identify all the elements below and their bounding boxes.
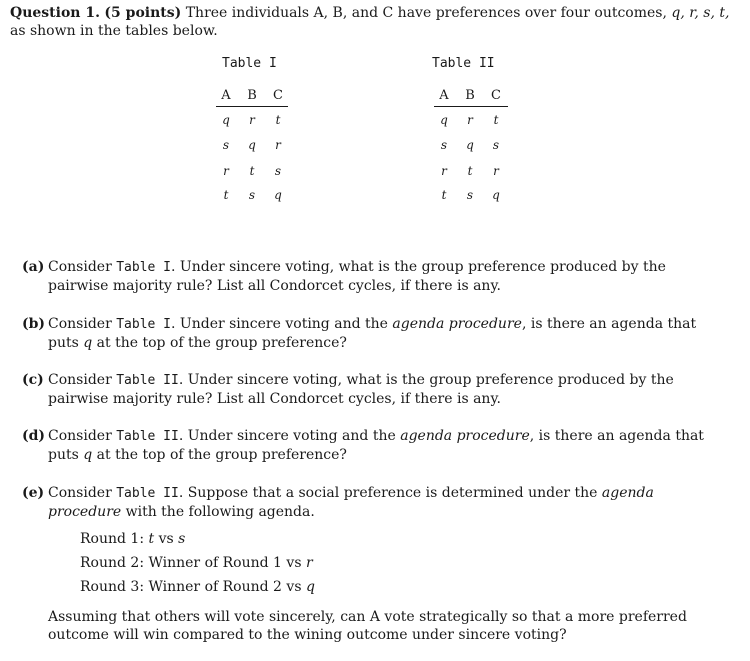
round-1-vs: vs <box>158 531 174 547</box>
part-e-mid: . Suppose that a social preference is determined under the <box>178 485 598 501</box>
table-cell: q <box>440 113 448 127</box>
table-cell: t <box>493 113 499 127</box>
part-b-var: q <box>83 335 93 351</box>
part-a-pre: Consider <box>48 259 112 275</box>
part-a-text <box>48 258 718 295</box>
part-d-emph: agenda procedure <box>400 428 530 444</box>
table-row <box>431 164 509 178</box>
question-text-b: as shown in the tables below. <box>10 23 218 39</box>
table-row <box>431 138 509 152</box>
part-b-text <box>48 315 718 352</box>
table-cell: s <box>492 138 500 152</box>
table-2-header-c: C <box>491 88 501 103</box>
part-d-var: q <box>83 447 93 463</box>
table-2-rule <box>434 106 508 107</box>
part-e-closing-text: Assuming that others will vote sincerely, can A vote strategically so that a more preferred outcome will win compared to the wining outcome under sincere voting? <box>48 609 687 643</box>
part-c-table-ref: Table II <box>116 373 179 388</box>
part-e-emph: agenda procedure <box>48 485 654 520</box>
part-e-post: with the following agenda. <box>125 504 315 520</box>
part-a-label: (a) <box>22 259 45 275</box>
part-b-post-a: , is there an agenda that puts <box>48 316 697 351</box>
round-3 <box>80 578 315 596</box>
part-c-pre: Consider <box>48 372 112 388</box>
table-cell: r <box>275 138 281 152</box>
table-2-header <box>431 88 509 103</box>
part-d-post-b: at the top of the group preference? <box>96 447 347 463</box>
table-cell: r <box>223 164 229 178</box>
part-e-text <box>48 484 718 521</box>
question-outcomes: q, r, s, t, <box>671 5 730 21</box>
part-b-emph: agenda procedure <box>392 316 522 332</box>
table-2-header-a: A <box>439 88 449 103</box>
round-1-a: t <box>148 531 155 547</box>
round-1-prefix: Round 1: <box>80 531 145 547</box>
table-1-header-b: B <box>247 88 257 103</box>
table-row <box>213 113 291 127</box>
table-cell: t <box>441 188 447 202</box>
table-cell: q <box>222 113 230 127</box>
table-cell: s <box>440 138 448 152</box>
table-row <box>213 188 291 202</box>
table-row <box>213 138 291 152</box>
table-cell: r <box>467 113 473 127</box>
table-row <box>431 113 509 127</box>
part-b-label: (b) <box>22 316 46 332</box>
round-2-b: r <box>305 555 313 571</box>
round-2 <box>80 554 313 572</box>
part-c-post: . Under sincere voting, what is the group preference produced by the pairwise majority rule? List all Condorcet cycles, if there is any. <box>48 372 674 407</box>
table-cell: q <box>466 138 474 152</box>
table-row <box>213 164 291 178</box>
table-cell: q <box>274 188 282 202</box>
table-cell: r <box>249 113 255 127</box>
round-1 <box>80 530 185 548</box>
part-e-pre: Consider <box>48 485 112 501</box>
question-label: Question 1. <box>10 5 100 21</box>
part-a-table-ref: Table I <box>116 260 172 275</box>
question-points: (5 points) <box>104 5 182 21</box>
table-1-header <box>213 88 291 103</box>
table-2-header-b: B <box>465 88 475 103</box>
part-c-text <box>48 371 718 408</box>
table-cell: t <box>275 113 281 127</box>
round-1-b: s <box>178 531 186 547</box>
question-intro <box>10 4 730 40</box>
table-cell: q <box>248 138 256 152</box>
table-1-header-a: A <box>221 88 231 103</box>
table-cell: t <box>249 164 255 178</box>
part-b-pre: Consider <box>48 316 112 332</box>
part-e-label: (e) <box>22 485 45 501</box>
table-cell: t <box>467 164 473 178</box>
part-d-post-a: , is there an agenda that puts <box>48 428 704 463</box>
part-e-table-ref: Table II <box>116 486 179 501</box>
part-d-label: (d) <box>22 428 46 444</box>
part-a-post: . Under sincere voting, what is the group preference produced by the pairwise majority rule? List all Condorcet cycles, if there is any. <box>48 259 666 294</box>
table-cell: s <box>248 188 256 202</box>
table-cell: r <box>493 164 499 178</box>
table-1-header-c: C <box>273 88 283 103</box>
question-text-a: Three individuals A, B, and C have preferences over four outcomes, <box>185 5 667 21</box>
table-cell: r <box>441 164 447 178</box>
part-d-mid: . Under sincere voting and the <box>178 428 396 444</box>
part-b-post-b: at the top of the group preference? <box>96 335 347 351</box>
table-cell: s <box>274 164 282 178</box>
round-3-b: q <box>305 579 315 595</box>
table-cell: s <box>466 188 474 202</box>
part-b-mid: . Under sincere voting and the <box>171 316 388 332</box>
part-d-text <box>48 427 718 464</box>
table-1-caption: Table I <box>222 56 277 71</box>
table-1-rule <box>216 106 288 107</box>
round-3-prefix: Round 3: Winner of Round 2 vs <box>80 579 302 595</box>
table-cell: q <box>492 188 500 202</box>
table-row <box>431 188 509 202</box>
part-c-label: (c) <box>22 372 44 388</box>
table-2-caption: Table II <box>432 56 495 71</box>
table-cell: s <box>222 138 230 152</box>
table-cell: t <box>223 188 229 202</box>
part-d-table-ref: Table II <box>116 429 179 444</box>
part-b-table-ref: Table I <box>116 317 172 332</box>
part-d-pre: Consider <box>48 428 112 444</box>
round-2-prefix: Round 2: Winner of Round 1 vs <box>80 555 302 571</box>
